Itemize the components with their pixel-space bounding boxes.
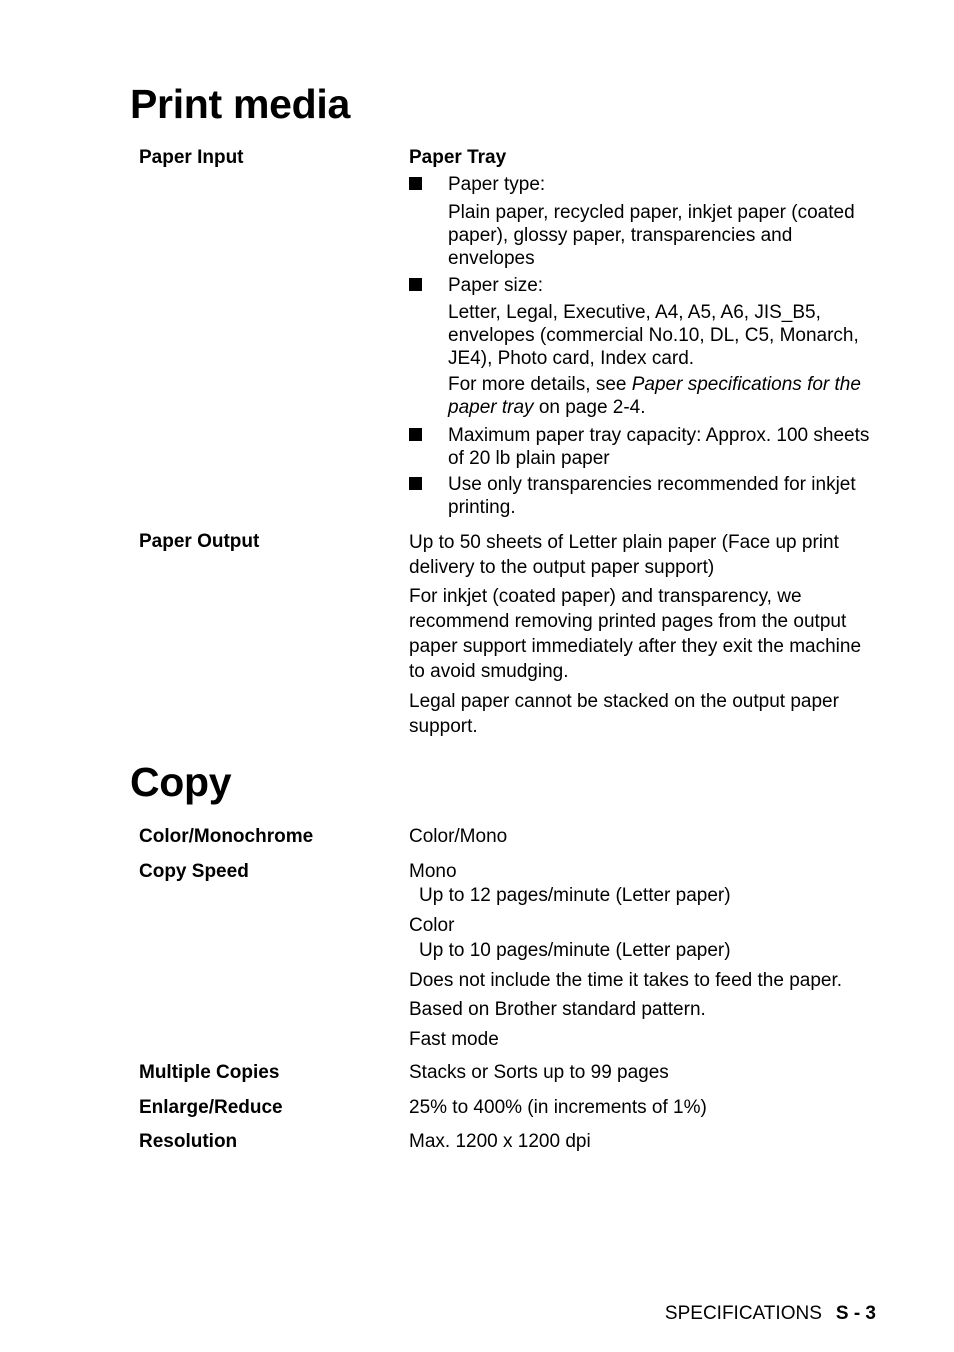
bullet-square-icon [409, 477, 422, 490]
paper-type-value: Plain paper, recycled paper, inkjet paper (coated paper), glossy paper, transparencies and envelopes [448, 202, 855, 269]
resolution-value: Max. 1200 x 1200 dpi [409, 1131, 591, 1152]
paper-size-details: For more details, see Paper specifications for the paper tray on page 2-4. [448, 374, 861, 418]
transparencies-text: Use only transparencies recommended for inkjet printing. [448, 474, 856, 518]
footer-section: SPECIFICATIONS [664, 1303, 822, 1324]
paper-output-p3: Legal paper cannot be stacked on the output paper support. [409, 691, 839, 737]
paper-tray-subheading: Paper Tray [409, 147, 507, 168]
paper-size-label: Paper size: [448, 275, 544, 296]
bullet-square-icon [409, 428, 422, 441]
bullet-square-icon [409, 278, 422, 291]
enlarge-reduce-value: 25% to 400% (in increments of 1%) [409, 1097, 707, 1118]
copy-speed-note-mode: Fast mode [409, 1029, 499, 1050]
multiple-copies-label: Multiple Copies [139, 1062, 280, 1083]
bullet-square-icon [409, 177, 422, 190]
copy-speed-note-pattern: Based on Brother standard pattern. [409, 999, 706, 1020]
copy-speed-label: Copy Speed [139, 861, 249, 882]
copy-speed-mono-value: Up to 12 pages/minute (Letter paper) [419, 885, 731, 906]
copy-speed-color: Color [409, 915, 455, 936]
paper-size-value: Letter, Legal, Executive, A4, A5, A6, JIS_B5, envelopes (commercial No.10, DL, C5, Monarch, JE4), Photo card, Index card. [448, 302, 859, 369]
copy-speed-color-value: Up to 10 pages/minute (Letter paper) [419, 940, 731, 961]
tray-capacity-text: Maximum paper tray capacity: Approx. 100 sheets of 20 lb plain paper [448, 425, 870, 469]
copy-speed-note-feed: Does not include the time it takes to feed the paper. [409, 970, 843, 991]
page-footer [665, 1302, 876, 1325]
color-monochrome-value: Color/Mono [409, 826, 508, 847]
paper-output-label: Paper Output [139, 531, 260, 552]
copy-heading: Copy [130, 759, 232, 805]
print-media-heading: Print media [130, 81, 350, 127]
paper-type-label: Paper type: [448, 174, 546, 195]
paper-specifications-reference: Paper specifications for the paper tray [448, 374, 861, 418]
paper-output-p2: For inkjet (coated paper) and transparency, we recommend removing printed pages from the output paper support immediately after they exit the machine to avoid smudging. [409, 586, 862, 682]
footer-page-number: S - 3 [835, 1303, 876, 1324]
enlarge-reduce-label: Enlarge/Reduce [139, 1097, 283, 1118]
color-monochrome-label: Color/Monochrome [139, 826, 314, 847]
copy-speed-mono: Mono [409, 861, 457, 882]
paper-output-p1: Up to 50 sheets of Letter plain paper (Face up print delivery to the output paper support) [409, 532, 839, 578]
paper-input-label: Paper Input [139, 147, 244, 168]
resolution-label: Resolution [139, 1131, 238, 1152]
multiple-copies-value: Stacks or Sorts up to 99 pages [409, 1062, 669, 1083]
